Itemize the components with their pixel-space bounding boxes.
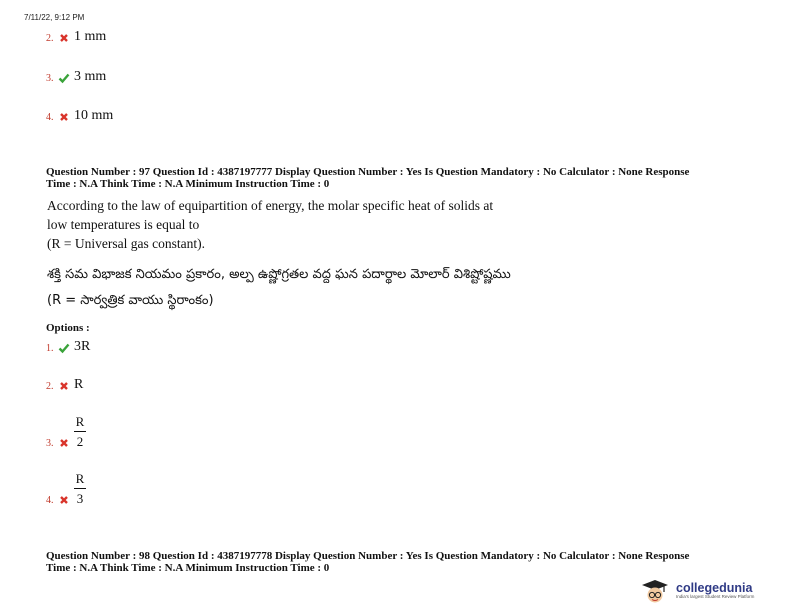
question-line-1: According to the law of equipartition of energy, the molar specific heat of solids at xyxy=(47,198,494,213)
option-number: 3. xyxy=(46,73,54,84)
numerator: R xyxy=(75,471,85,486)
question-98-meta xyxy=(46,550,756,574)
option-2 xyxy=(46,378,83,392)
print-timestamp: 7/11/22, 9:12 PM xyxy=(24,13,85,22)
cross-icon xyxy=(58,380,70,392)
option-number: 4. xyxy=(46,495,54,506)
meta-line-2: Time : N.A Think Time : N.A Minimum Instruction Time : 0 xyxy=(46,178,330,190)
denominator: 2 xyxy=(76,434,84,449)
graduate-mascot-icon xyxy=(638,578,672,604)
option-text: 1 mm xyxy=(74,29,107,44)
cross-icon xyxy=(58,111,70,123)
telugu-line-1: శక్తి సమ విభాజక నియమం ప్రకారం, అల్ప ఉష్ణోగ్రతల వద్ద ఘన పదార్థాల మోలార్ విశిష్టోష్ణము xyxy=(47,267,511,282)
option-1 xyxy=(46,340,90,354)
option-4 xyxy=(46,471,86,506)
logo-wordmark: collegedunia xyxy=(676,581,753,595)
meta-line-1: Question Number : 97 Question Id : 4387197777 Display Question Number : Yes Is Question Mandatory : No Calculator : None Response xyxy=(46,166,690,178)
prev-option-3 xyxy=(46,70,106,84)
numerator: R xyxy=(75,414,85,429)
option-number: 3. xyxy=(46,438,54,449)
question-line-3: (R = Universal gas constant). xyxy=(47,236,205,251)
option-number: 2. xyxy=(46,33,54,44)
option-text: 3 mm xyxy=(74,69,107,84)
logo-tagline: India's largest Student Review Platform xyxy=(676,594,755,599)
option-number: 2. xyxy=(46,381,54,392)
meta-line-2: Time : N.A Think Time : N.A Minimum Instruction Time : 0 xyxy=(46,562,330,574)
option-text: R xyxy=(74,377,84,392)
question-97-meta xyxy=(46,166,756,190)
telugu-line-2: (R = సార్వత్రిక వాయు స్థిరాంకం) xyxy=(47,293,214,308)
prev-option-2 xyxy=(46,30,106,44)
cross-icon xyxy=(58,494,70,506)
option-number: 4. xyxy=(46,112,54,123)
options-label: Options : xyxy=(46,322,90,334)
fraction-bar xyxy=(74,488,86,489)
question-line-2: low temperatures is equal to xyxy=(47,217,200,232)
denominator: 3 xyxy=(76,491,84,506)
option-text: 3R xyxy=(74,339,91,354)
question-text-english xyxy=(47,196,567,253)
cross-icon xyxy=(58,437,70,449)
prev-option-4 xyxy=(46,109,113,123)
option-text: 10 mm xyxy=(74,108,114,123)
check-icon xyxy=(58,342,70,354)
check-icon xyxy=(58,72,70,84)
question-text-telugu xyxy=(47,262,607,314)
collegedunia-logo xyxy=(638,578,754,604)
fraction-r-over-2 xyxy=(74,414,86,449)
cross-icon xyxy=(58,32,70,44)
fraction-bar xyxy=(74,431,86,432)
fraction-r-over-3 xyxy=(74,471,86,506)
option-3 xyxy=(46,414,86,449)
option-number: 1. xyxy=(46,343,54,354)
meta-line-1: Question Number : 98 Question Id : 4387197778 Display Question Number : Yes Is Question Mandatory : No Calculator : None Response xyxy=(46,550,690,562)
